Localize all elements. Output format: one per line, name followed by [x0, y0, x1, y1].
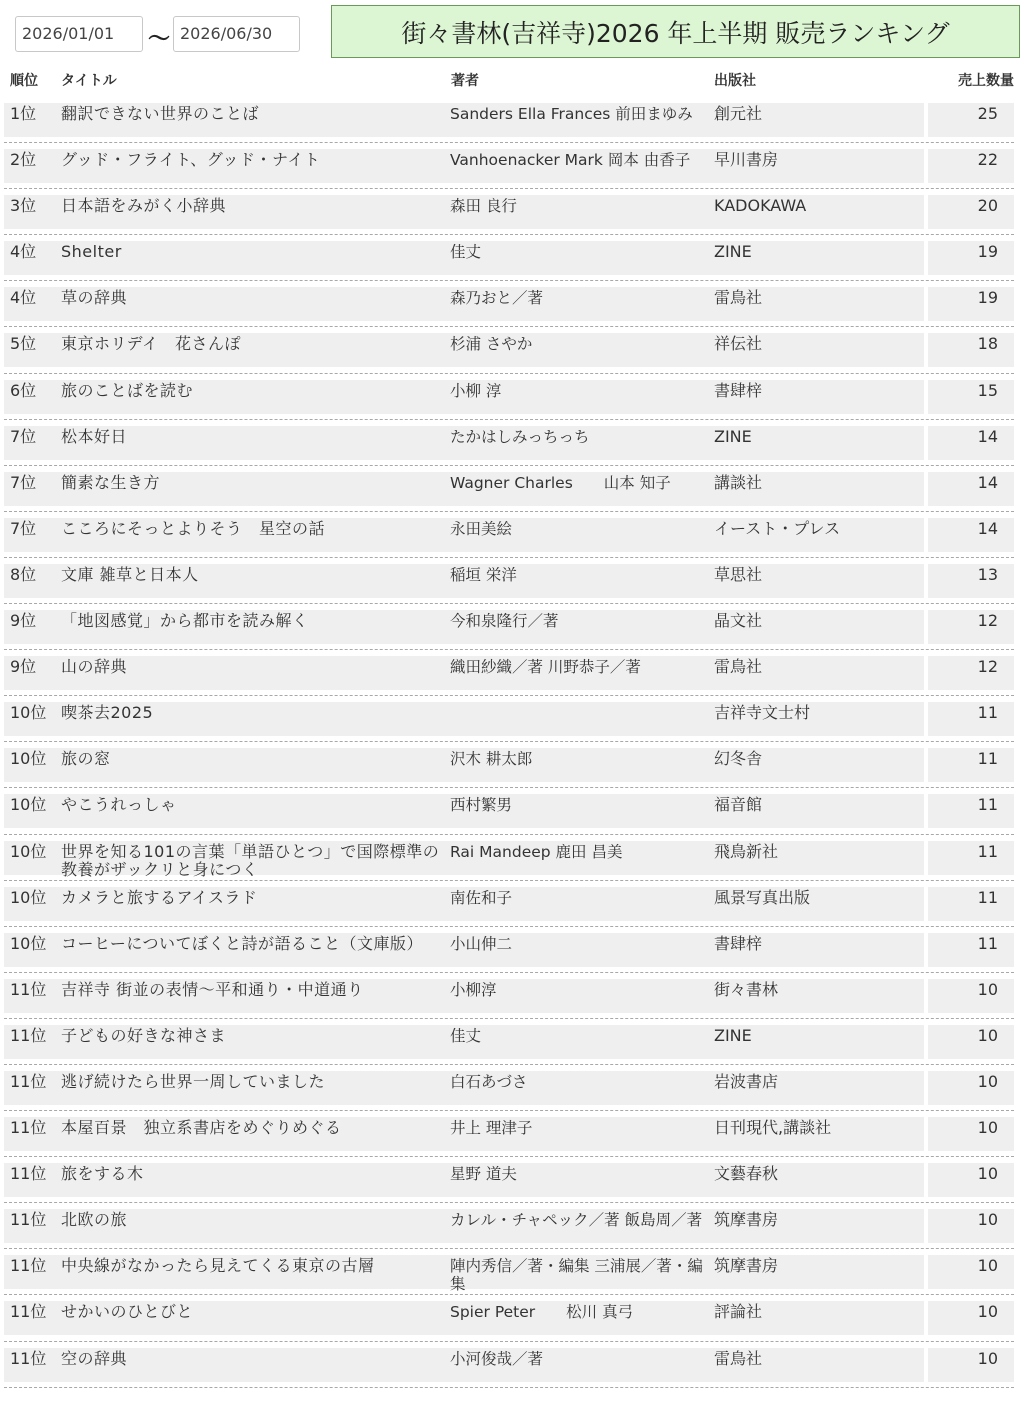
publisher-cell: 書肆梓 — [714, 933, 763, 953]
title-cell: 北欧の旅 — [61, 1210, 128, 1230]
title-cell: 子どもの好きな神さま — [61, 1025, 227, 1045]
quantity-cell: 22 — [977, 150, 998, 170]
author-cell: Wagner Charles 山本 知子 — [450, 473, 671, 492]
rank-cell: 4位 — [10, 242, 37, 262]
rank-cell: 9位 — [10, 657, 37, 677]
table-row — [4, 1203, 1014, 1249]
publisher-cell: 吉祥寺文士村 — [714, 703, 811, 723]
rank-cell: 11位 — [10, 1164, 47, 1184]
date-range-separator: ～ — [148, 27, 171, 52]
start-date-input[interactable]: 2026/01/01 — [15, 16, 143, 52]
title-cell: 日本語をみがく小辞典 — [61, 196, 227, 216]
title-cell: 喫茶去2025 — [61, 703, 154, 723]
title-cell: Shelter — [61, 242, 122, 262]
title-cell: 吉祥寺 街並の表情～平和通り・中道通り — [61, 979, 364, 999]
rank-cell: 11位 — [10, 1025, 47, 1045]
table-row — [4, 327, 1014, 373]
rank-cell: 10位 — [10, 841, 47, 861]
title-cell: 空の辞典 — [61, 1348, 128, 1368]
title-cell: こころにそっとよりそう 星空の話 — [61, 518, 326, 538]
author-cell: 白石あづさ — [450, 1072, 528, 1091]
title-cell: 簡素な生き方 — [61, 472, 161, 492]
table-row — [4, 604, 1014, 650]
table-row — [4, 1065, 1014, 1111]
rank-cell: 9位 — [10, 611, 37, 631]
column-header-title: タイトル — [61, 73, 117, 89]
quantity-cell: 12 — [977, 657, 998, 677]
quantity-cell: 20 — [977, 196, 998, 216]
table-row — [4, 1019, 1014, 1065]
author-cell: Vanhoenacker Mark 岡本 由香子 — [450, 151, 691, 170]
author-cell: たかはしみっちっち — [450, 427, 590, 446]
table-row — [4, 742, 1014, 788]
rank-cell: 7位 — [10, 472, 37, 492]
rank-cell: 11位 — [10, 1118, 47, 1138]
title-cell: 文庫 雑草と日本人 — [61, 564, 199, 584]
table-row — [4, 374, 1014, 420]
quantity-cell: 18 — [977, 334, 998, 354]
author-cell: 小河俊哉／著 — [450, 1349, 544, 1368]
table-row — [4, 1295, 1014, 1341]
quantity-cell: 10 — [977, 979, 998, 999]
quantity-cell: 10 — [977, 1256, 998, 1276]
rank-cell: 5位 — [10, 334, 37, 354]
rank-cell: 11位 — [10, 1302, 47, 1322]
title-cell: 逃げ続けたら世界一周していました — [61, 1071, 326, 1091]
quantity-cell: 10 — [977, 1302, 998, 1322]
rank-cell: 10位 — [10, 887, 47, 907]
quantity-cell: 13 — [977, 564, 998, 584]
quantity-cell: 11 — [977, 887, 998, 907]
quantity-cell: 10 — [977, 1118, 998, 1138]
table-row — [4, 881, 1014, 927]
quantity-cell: 10 — [977, 1071, 998, 1091]
quantity-cell: 14 — [977, 472, 998, 492]
title-cell: 草の辞典 — [61, 288, 128, 308]
table-row — [4, 973, 1014, 1019]
quantity-cell: 11 — [977, 703, 998, 723]
publisher-cell: 日刊現代,講談社 — [714, 1118, 832, 1138]
quantity-cell: 19 — [977, 242, 998, 262]
rank-cell: 10位 — [10, 703, 47, 723]
table-row — [4, 927, 1014, 973]
quantity-cell: 10 — [977, 1025, 998, 1045]
table-row — [4, 835, 1014, 881]
table-row — [4, 1342, 1014, 1388]
table-row — [4, 788, 1014, 834]
column-header-rank: 順位 — [10, 73, 38, 89]
author-cell: 稲垣 栄洋 — [450, 565, 517, 584]
author-cell: 小柳淳 — [450, 980, 497, 999]
publisher-cell: ZINE — [714, 242, 752, 262]
publisher-cell: 雷鳥社 — [714, 657, 763, 677]
title-cell: 松本好日 — [61, 426, 128, 446]
title-cell: 本屋百景 独立系書店をめぐりめぐる — [61, 1118, 342, 1138]
rank-cell: 11位 — [10, 1256, 47, 1276]
author-cell: 南佐和子 — [450, 888, 513, 907]
title-cell: コーヒーについてぼくと詩が語ること（文庫版） — [61, 933, 424, 953]
publisher-cell: 飛鳥新社 — [714, 841, 779, 861]
rank-cell: 10位 — [10, 933, 47, 953]
author-cell: 沢木 耕太郎 — [450, 750, 533, 769]
rank-cell: 11位 — [10, 1348, 47, 1368]
quantity-cell: 12 — [977, 611, 998, 631]
publisher-cell: 雷鳥社 — [714, 288, 763, 308]
publisher-cell: イースト・プレス — [714, 518, 841, 538]
page-title: 街々書林(吉祥寺)2026 年上半期 販売ランキング — [331, 5, 1020, 58]
publisher-cell: ZINE — [714, 426, 752, 446]
ranking-table — [4, 97, 1014, 1388]
title-cell: 「地図感覚」から都市を読み解く — [61, 611, 309, 631]
quantity-cell: 10 — [977, 1348, 998, 1368]
author-cell: 星野 道夫 — [450, 1165, 517, 1184]
author-cell: 森乃おと／著 — [450, 289, 544, 308]
rank-cell: 3位 — [10, 196, 37, 216]
title-cell: 山の辞典 — [61, 657, 128, 677]
table-row — [4, 650, 1014, 696]
table-row — [4, 143, 1014, 189]
column-header-publisher: 出版社 — [714, 73, 756, 89]
table-row — [4, 189, 1014, 235]
publisher-cell: 講談社 — [714, 472, 763, 492]
author-cell: カレル・チャペック／著 飯島周／著 — [450, 1211, 703, 1230]
table-row — [4, 420, 1014, 466]
end-date-input[interactable]: 2026/06/30 — [173, 16, 300, 52]
table-row — [4, 235, 1014, 281]
author-cell: 佳丈 — [450, 243, 482, 262]
author-cell: Spier Peter 松川 真弓 — [450, 1303, 634, 1322]
author-cell: 永田美絵 — [450, 519, 513, 538]
publisher-cell: KADOKAWA — [714, 196, 807, 216]
title-cell: 東京ホリデイ 花さんぽ — [61, 334, 242, 354]
publisher-cell: 幻冬舎 — [714, 749, 763, 769]
publisher-cell: 評論社 — [714, 1302, 763, 1322]
publisher-cell: 岩波書店 — [714, 1071, 779, 1091]
title-cell: 翻訳できない世界のことば — [61, 104, 260, 123]
title-cell: カメラと旅するアイスラド — [61, 887, 258, 907]
rank-cell: 7位 — [10, 518, 37, 538]
rank-cell: 10位 — [10, 749, 47, 769]
publisher-cell: 風景写真出版 — [714, 887, 811, 907]
publisher-cell: 筑摩書房 — [714, 1256, 779, 1276]
author-cell: 陣内秀信／著・編集 三浦展／著・編集 — [450, 1257, 703, 1294]
table-row — [4, 1157, 1014, 1203]
title-cell: 世界を知る101の言葉「単語ひとつ」で国際標準の教養がザックリと身につく — [61, 841, 440, 879]
column-header-author: 著者 — [451, 73, 479, 89]
publisher-cell: 早川書房 — [714, 150, 779, 170]
rank-cell: 8位 — [10, 564, 37, 584]
author-cell: Sanders Ella Frances 前田まゆみ — [450, 105, 693, 123]
quantity-cell: 14 — [977, 426, 998, 446]
column-header-quantity: 売上数量 — [958, 73, 1014, 89]
rank-cell: 10位 — [10, 795, 47, 815]
quantity-cell: 11 — [977, 749, 998, 769]
table-row — [4, 512, 1014, 558]
quantity-cell: 11 — [977, 933, 998, 953]
table-row — [4, 1111, 1014, 1157]
publisher-cell: 創元社 — [714, 104, 763, 123]
title-cell: 旅の窓 — [61, 749, 111, 769]
title-cell: 中央線がなかったら見えてくる東京の古層 — [61, 1256, 375, 1276]
table-row — [4, 1249, 1014, 1295]
quantity-cell: 11 — [977, 795, 998, 815]
table-row — [4, 281, 1014, 327]
title-cell: 旅のことばを読む — [61, 380, 194, 400]
title-cell: 旅をする木 — [61, 1164, 144, 1184]
publisher-cell: ZINE — [714, 1025, 752, 1045]
title-cell: せかいのひとびと — [61, 1302, 194, 1322]
quantity-cell: 11 — [977, 841, 998, 861]
quantity-cell: 19 — [977, 288, 998, 308]
title-cell: やこうれっしゃ — [61, 795, 177, 815]
quantity-cell: 10 — [977, 1210, 998, 1230]
table-header — [6, 62, 1014, 96]
table-row — [4, 97, 1014, 143]
author-cell: 佳丈 — [450, 1026, 482, 1045]
rank-cell: 11位 — [10, 1071, 47, 1091]
publisher-cell: 雷鳥社 — [714, 1348, 763, 1368]
author-cell: 小柳 淳 — [450, 381, 502, 400]
author-cell: 小山伸二 — [450, 934, 513, 953]
author-cell: 今和泉隆行／著 — [450, 612, 559, 631]
author-cell: 杉浦 さやか — [450, 335, 533, 354]
rank-cell: 6位 — [10, 380, 37, 400]
rank-cell: 11位 — [10, 979, 47, 999]
table-row — [4, 696, 1014, 742]
table-row — [4, 466, 1014, 512]
author-cell: 西村繁男 — [450, 796, 513, 815]
author-cell: 織田紗織／著 川野恭子／著 — [450, 658, 641, 677]
quantity-cell: 25 — [977, 104, 998, 123]
publisher-cell: 福音館 — [714, 795, 763, 815]
author-cell: Rai Mandeep 鹿田 昌美 — [450, 842, 623, 861]
rank-cell: 1位 — [10, 104, 37, 123]
table-row — [4, 558, 1014, 604]
quantity-cell: 10 — [977, 1164, 998, 1184]
rank-cell: 4位 — [10, 288, 37, 308]
publisher-cell: 筑摩書房 — [714, 1210, 779, 1230]
quantity-cell: 15 — [977, 380, 998, 400]
title-cell: グッド・フライト、グッド・ナイト — [61, 150, 321, 170]
publisher-cell: 祥伝社 — [714, 334, 763, 354]
publisher-cell: 草思社 — [714, 564, 763, 584]
publisher-cell: 晶文社 — [714, 611, 763, 631]
publisher-cell: 書肆梓 — [714, 380, 763, 400]
rank-cell: 7位 — [10, 426, 37, 446]
rank-cell: 2位 — [10, 150, 37, 170]
rank-cell: 11位 — [10, 1210, 47, 1230]
publisher-cell: 文藝春秋 — [714, 1164, 779, 1184]
quantity-cell: 14 — [977, 518, 998, 538]
publisher-cell: 街々書林 — [714, 979, 779, 999]
author-cell: 井上 理津子 — [450, 1119, 533, 1138]
author-cell: 森田 良行 — [450, 197, 517, 216]
